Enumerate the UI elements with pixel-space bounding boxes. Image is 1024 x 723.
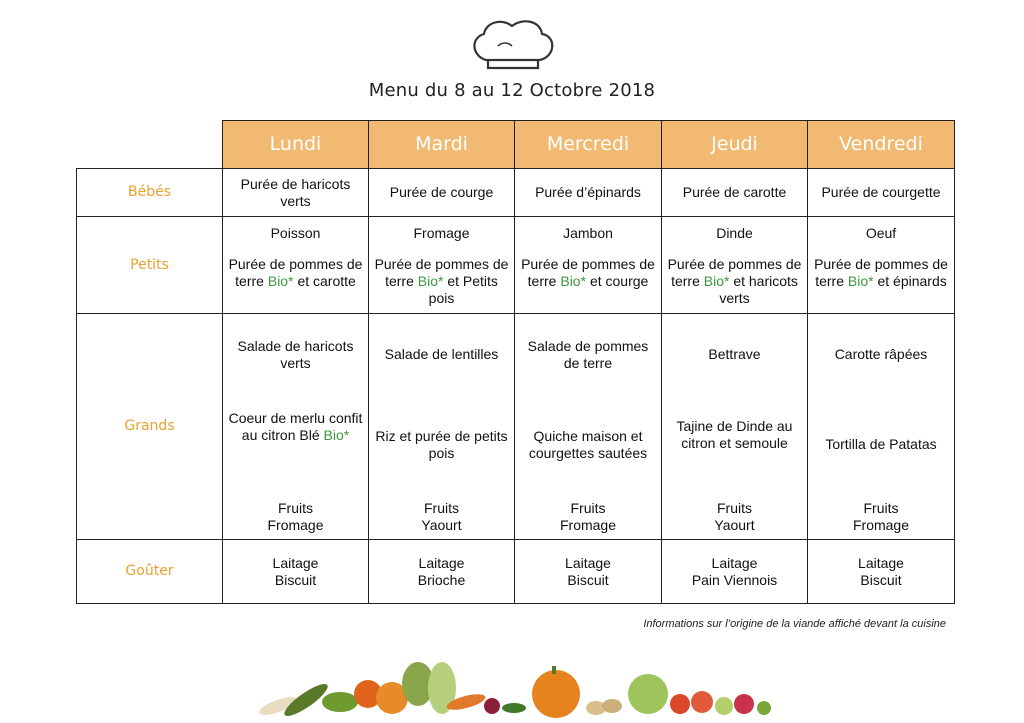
day-header-mercredi: Mercredi xyxy=(515,121,662,169)
gouter-line-1: Laitage xyxy=(711,554,758,571)
petits-side-b: et courge xyxy=(589,273,649,289)
petits-side xyxy=(373,256,510,307)
grands-starter: Salade de lentilles xyxy=(384,346,499,362)
grands-cell-mardi xyxy=(369,314,515,540)
dessert-line-1: Fruits xyxy=(570,500,606,516)
petits-side xyxy=(227,256,364,290)
gouter-line-2: Brioche xyxy=(417,571,466,588)
petits-protein: Jambon xyxy=(563,225,613,241)
petits-protein: Poisson xyxy=(270,225,321,241)
bio-label: Bio* xyxy=(323,427,350,443)
petits-side xyxy=(666,256,803,307)
row-label-bebes: Bébés xyxy=(77,169,223,217)
grands-cell-jeudi xyxy=(662,314,808,540)
chef-hat-icon xyxy=(468,16,558,72)
row-petits xyxy=(77,217,955,314)
grands-cell-vendredi xyxy=(808,314,955,540)
grands-dessert xyxy=(223,500,368,534)
grands-dessert xyxy=(369,500,514,534)
petits-side-b: et Petits pois xyxy=(428,273,498,306)
gouter-line-1: Laitage xyxy=(418,554,465,571)
row-gouter xyxy=(77,540,955,604)
petits-side xyxy=(812,256,950,290)
grands-main: Quiche maison et courgettes sautées xyxy=(528,428,648,461)
gouter-line-2: Biscuit xyxy=(860,571,902,588)
grands-dessert xyxy=(515,500,661,534)
petits-side-a: Purée de pommes de terre xyxy=(521,256,655,289)
grands-dessert xyxy=(662,500,807,534)
petits-cell-mardi xyxy=(369,217,515,314)
gouter-line-2: Pain Viennois xyxy=(691,571,778,588)
menu-title: Menu du 8 au 12 Octobre 2018 xyxy=(368,80,656,101)
day-header-lundi: Lundi xyxy=(223,121,369,169)
dessert-line-1: Fruits xyxy=(717,500,752,516)
row-label-gouter: Goûter xyxy=(77,540,223,604)
grands-main: Tajine de Dinde au citron et semoule xyxy=(676,418,793,451)
bebes-cell-vendredi: Purée de courgette xyxy=(808,169,955,217)
gouter-cell-jeudi xyxy=(662,540,808,604)
gouter-line-1: Laitage xyxy=(272,554,319,571)
petits-side-a: Purée de pommes de terre xyxy=(228,256,363,289)
petits-cell-vendredi xyxy=(808,217,955,314)
grands-cell-lundi xyxy=(223,314,369,540)
weekly-menu-table xyxy=(76,120,955,604)
day-header-jeudi: Jeudi xyxy=(662,121,808,169)
bebes-cell-jeudi: Purée de carotte xyxy=(662,169,808,217)
petits-cell-jeudi xyxy=(662,217,808,314)
gouter-cell-vendredi xyxy=(808,540,955,604)
vegetables-illustration xyxy=(256,650,776,720)
petits-cell-lundi xyxy=(223,217,369,314)
days-header-row xyxy=(77,121,955,169)
row-bebes xyxy=(77,169,955,217)
grands-starter: Salade de pommes de terre xyxy=(527,338,649,371)
grands-main xyxy=(223,410,368,444)
dessert-line-1: Fruits xyxy=(278,500,313,516)
petits-side-b: et haricots verts xyxy=(719,273,798,306)
dessert-line-1: Fruits xyxy=(863,500,899,516)
gouter-line-1: Laitage xyxy=(858,554,904,571)
grands-dessert xyxy=(808,500,954,534)
petits-protein: Oeuf xyxy=(865,225,897,241)
bio-label: Bio* xyxy=(267,273,294,289)
gouter-cell-lundi xyxy=(223,540,369,604)
bio-label: Bio* xyxy=(560,273,587,289)
grands-cell-mercredi xyxy=(515,314,662,540)
gouter-cell-mercredi xyxy=(515,540,662,604)
bio-label: Bio* xyxy=(417,273,444,289)
dessert-line-2: Yaourt xyxy=(714,517,755,533)
bebes-cell-mardi: Purée de courge xyxy=(369,169,515,217)
petits-protein: Dinde xyxy=(716,225,753,241)
grands-starter: Bettrave xyxy=(708,346,761,362)
bio-label: Bio* xyxy=(703,273,730,289)
gouter-line-2: Biscuit xyxy=(274,571,317,588)
petits-side-a: Purée de pommes de terre xyxy=(667,256,802,289)
petits-protein: Fromage xyxy=(413,225,470,241)
gouter-line-1: Laitage xyxy=(565,554,611,571)
grands-starter: Carotte râpées xyxy=(834,346,928,362)
bio-label: Bio* xyxy=(847,273,874,289)
gouter-line-2: Biscuit xyxy=(567,571,609,588)
dessert-line-2: Fromage xyxy=(559,517,617,533)
corner-cell xyxy=(77,121,223,169)
day-header-vendredi: Vendredi xyxy=(808,121,955,169)
bebes-cell-lundi: Purée de haricots verts xyxy=(223,169,369,217)
gouter-cell-mardi xyxy=(369,540,515,604)
grands-starter: Salade de haricots verts xyxy=(237,338,354,371)
petits-side-a: Purée de pommes de terre xyxy=(814,256,948,289)
dessert-line-2: Fromage xyxy=(267,517,324,533)
day-header-mardi: Mardi xyxy=(369,121,515,169)
bebes-cell-mercredi: Purée d’épinards xyxy=(515,169,662,217)
petits-side-b: et carotte xyxy=(297,273,356,289)
grands-main-text: Coeur de merlu confit au citron Blé xyxy=(228,410,363,443)
row-grands xyxy=(77,314,955,540)
petits-side xyxy=(519,256,657,290)
dessert-line-2: Fromage xyxy=(852,517,910,533)
petits-side-a: Purée de pommes de terre xyxy=(374,256,509,289)
petits-cell-mercredi xyxy=(515,217,662,314)
dessert-line-1: Fruits xyxy=(424,500,459,516)
row-label-grands: Grands xyxy=(77,314,223,540)
meat-origin-note: Informations sur l’origine de la viande affiché devant la cuisine xyxy=(643,618,946,630)
row-label-petits: Petits xyxy=(77,217,223,314)
dessert-line-2: Yaourt xyxy=(421,517,462,533)
grands-main: Tortilla de Patatas xyxy=(825,436,937,452)
petits-side-b: et épinards xyxy=(877,273,947,289)
grands-main: Riz et purée de petits pois xyxy=(375,428,508,461)
